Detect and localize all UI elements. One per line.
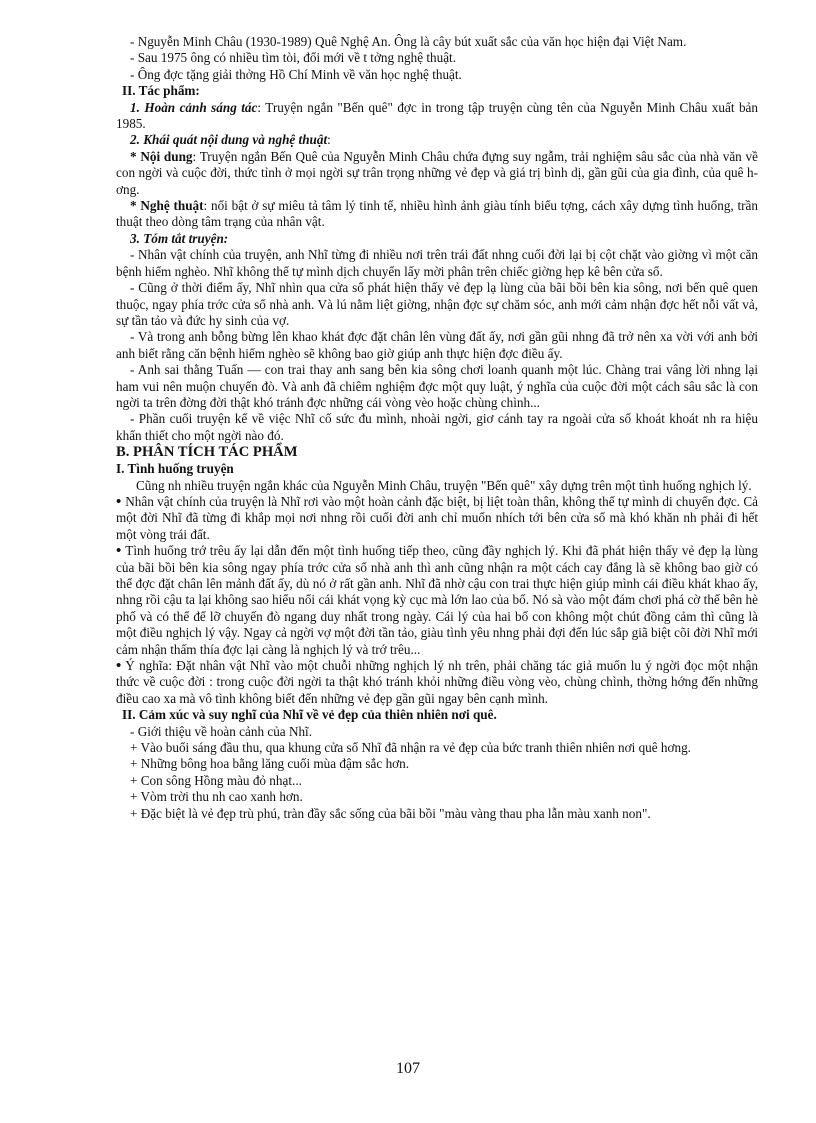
analysis-text-3: Tình huống trớ trêu ấy lại dẫn đến một tình huống tiếp theo, cũng đầy nghịch lý. Khi đã phát hiện thấy vẻ đẹp lạ lùng của bãi bồi bên kia sông ngay phía trớc cửa sổ nhà anh thì anh cũng nhận ra một cách cay đắng là sẽ không bao giờ có thể đợc đặt chân lên mảnh đất ấy, dù nó ở rất gần anh. Nhĩ đã nhờ cậu con trai thực hiện giúp mình cái điều khát khao ấy, nhng rồi cậu ta lại không sao hiểu nổi cái khát vọng kỳ cục mà lớn lao của bố. Nó sà vào một đám chơi phá cờ thế bên hè phố và có thể để lỡ chuyến đò ngang duy nhất trong ngày. Cái lý của hai bố con không một chút đồng cảm thì cũng là một điều nghịch lý vậy. Ngay cả ngời vợ một đời tần tảo, giàu tình yêu nhng phải đợi đến lúc sắp giã biệt cõi đời Nhĩ mới cảm nhận thấm thía đợc lại càng là nghịch lý và trớ trêu... [116,543,759,657]
bullet-icon: • [116,543,122,560]
label-khai-quat: 2. Khái quát nội dung và nghệ thuật [130,132,328,148]
feeling-line-5: + Vòm trời thu nh cao xanh hơn. [130,789,303,805]
para-nghe-thuat [116,198,758,231]
analysis-para-1: Cũng nh nhiều truyện ngắn khác của Nguyễn Minh Châu, truyện "Bến quê" xây dựng trên một tình huống nghịch lý. [136,477,752,493]
para-khai-quat [116,132,758,148]
author-line-2: - Sau 1975 ông có nhiều tìm tòi, đổi mới về t tởng nghệ thuật. [130,50,457,66]
document-body [116,34,758,822]
page-number: 107 [396,1060,420,1077]
analysis-text-2: Nhân vật chính của truyện là Nhĩ rơi vào một hoàn cảnh đặc biệt, bị liệt toàn thân, không thể tự mình di chuyển đợc. Cả một đời Nhĩ đã từng đi khắp mọi nơi nhng rồi cuối đời anh chỉ muốn nhích tới bên cửa sổ mà khó khăn nh phải đi hết một vòng trái đất. [116,493,758,542]
text-khai-quat: : [327,132,331,148]
heading-tac-pham: II. Tác phẩm: [122,83,200,99]
text-noi-dung: : Truyện ngắn Bến Quê của Nguyễn Minh Châu chứa đựng suy ngẫm, trải nghiệm sâu sắc của nhà văn về con ngời và cuộc đời, thức tỉnh ở mọi ngời sự trân trọng những vẻ đẹp và giá trị bình dị, gần gũi của gia đình, của quê hơng. [116,148,758,197]
summary-para-2: - Cũng ở thời điểm ấy, Nhĩ nhìn qua cửa sổ phát hiện thấy vẻ đẹp lạ lùng của bãi bồi bên kia sông, nơi bến quê quen thuộc, ngay phía trớc cửa sổ nhà anh. Và lú nằm liệt giờng, nhận đợc sự chăm sóc, anh mới cảm nhận đợc hết nỗi vất vả, sự tần tảo và đức hy sinh của vợ. [116,280,758,328]
para-noi-dung [116,149,758,198]
label-noi-dung: * Nội dung [130,148,193,164]
text-nghe-thuat: : nổi bật ở sự miêu tả tâm lý tinh tế, nhiều hình ảnh giàu tính biểu tợng, cách xây dựng tình huống, trần thuật theo dòng tâm trạng của nhân vật. [116,198,758,230]
analysis-para-4 [116,658,758,707]
bullet-icon: • [116,658,122,675]
analysis-text-4: Ý nghĩa: Đặt nhân vật Nhĩ vào một chuỗi những nghịch lý nh trên, phải chăng tác giả muốn lu ý ngời đọc một nhận thức về cuộc đời : trong cuộc đời ngời ta thật khó tránh khỏi những điều vòng vèo, chùng chình, thờng hớng đến những điều cao xa mà vô tình không biết đến những vẻ đẹp gần gũi ngay bên cạnh mình. [116,658,758,706]
bullet-icon: • [116,493,122,510]
summary-para-3: - Và trong anh bỗng bừng lên khao khát đợc đặt chân lên vùng đất ấy, nơi gần gũi nhng đã trở nên xa vời với anh bởi anh biết rằng căn bệnh hiểm nghèo sẽ không bao giờ giúp anh thực hiện đợc điều ấy. [116,329,758,361]
heading-phan-tich: B. PHÂN TÍCH TÁC PHẨM [116,444,298,461]
feeling-line-2: + Vào buổi sáng đầu thu, qua khung cửa sổ Nhĩ đã nhận ra vẻ đẹp của bức tranh thiên nhiên nơi quê hơng. [130,740,691,756]
para-hoan-canh [116,100,758,133]
summary-para-4: - Anh sai thằng Tuấn — con trai thay anh sang bên kia sông chơi loanh quanh một lúc. Chàng trai vâng lời nhng lại ham vui nên muộn chuyến đò. Và anh đã chiêm nghiệm đợc một quy luật, ý nghĩa của cuộc đời một cách sâu sắc là con ngời ta trên đờng đời thật khó tránh đợc những cái vòng vèo hoặc chùng chình... [116,362,758,410]
summary-para-1: - Nhân vật chính của truyện, anh Nhĩ từng đi nhiều nơi trên trái đất nhng cuối đời lại bị cột chặt vào giờng vì một căn bệnh hiểm nghèo. Nhĩ không thể tự mình dịch chuyển lấy mời phân trên chiếc giờng hẹp kê bên cửa sổ. [116,247,758,279]
feeling-line-4: + Con sông Hồng màu đỏ nhạt... [130,772,302,788]
feeling-line-1: - Giới thiệu về hoàn cảnh của Nhĩ. [130,723,313,739]
analysis-para-3 [116,543,758,658]
author-line-1: - Nguyễn Minh Châu (1930-1989) Quê Nghệ An. Ông là cây bút xuất sắc của văn học hiện đại Việt Nam. [130,34,687,49]
feeling-line-3: + Những bông hoa bằng lăng cuối mùa đậm sắc hơn. [130,756,410,772]
label-hoan-canh: 1. Hoàn cảnh sáng tác [130,99,258,115]
analysis-para-2 [116,494,758,543]
heading-cam-xuc: II. Cảm xúc và suy nghĩ của Nhĩ về vẻ đẹp của thiên nhiên nơi quê. [122,707,497,723]
feeling-line-6: + Đặc biệt là vẻ đẹp trù phú, tràn đầy sắc sống của bãi bồi "màu vàng thau pha lẫn màu xanh non". [130,805,651,821]
heading-tinh-huong: I. Tình huống truyện [116,461,234,477]
summary-para-5: - Phần cuối truyện kể về việc Nhĩ cố sức đu mình, nhoài ngời, giơ cánh tay ra ngoài cửa sổ khoát khoát nh ra hiệu khẩn thiết cho một ngời nào đó. [116,411,758,443]
text-hoan-canh: : Truyện ngắn "Bến quê" đợc in trong tập truyện cùng tên của Nguyễn Minh Châu xuất bản 1985. [116,99,758,132]
author-line-3: - Ông đợc tặng giải thởng Hồ Chí Minh về văn học nghệ thuật. [130,66,462,82]
label-nghe-thuat: * Nghệ thuật [130,198,204,214]
heading-tom-tat: 3. Tóm tắt truyện: [130,230,229,246]
